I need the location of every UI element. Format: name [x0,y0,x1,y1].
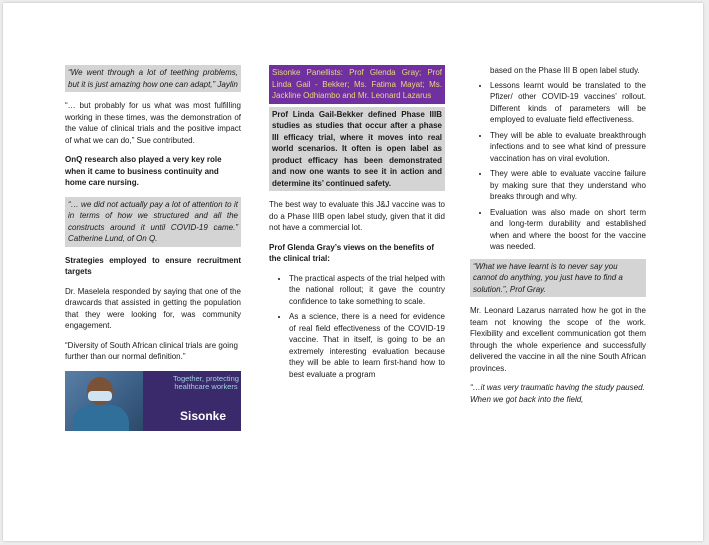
banner-tagline: Together, protecting healthcare workers [173,373,239,391]
sisonke-banner-image [65,371,241,431]
list-item: • Evaluation was also made on short term and long-term durability and established when and where the boost for the vaccine was needed. [490,207,646,253]
column-1 [65,65,241,431]
list-item: • As a science, there is a need for evidence of real field effectiveness of the COVID-19 vaccine. That in itself, is going to be an extremely interesting evaluation because they will be able to learn first-hand how to best evaluate a program [289,311,445,380]
benefits-list [269,273,445,381]
bold-paragraph: OnQ research also played a very key role when it came to business continuity and home care nursing. [65,155,222,187]
list-item: • The practical aspects of the trial helped with the national rollout; it gave the country confidence to take something to scale. [289,273,445,308]
paragraph: The best way to evaluate this J&J vaccine was to do a Phase IIIB open label study, given that it did not have a commercial lot. [269,200,445,232]
pull-quote: “We went through a lot of teething problems, but it is just amazing how one can adapt,” Jaylin [65,65,241,92]
pull-quote: “What we have learnt is to never say you cannot do anything, you just have to find a solution.”, Prof Gray. [470,259,646,298]
highlight-paragraph: Prof Linda Gail-Bekker defined Phase IIIB studies as studies that occur after a phase III efficacy trial, where it moves into real world scenarios. It often is open label as product efficacy has been demonstrated and now one wants to see it in action and determine its’ continued safety. [269,107,445,192]
sisonke-logo: Sisonke [180,408,227,423]
section-heading: Strategies employed to ensure recruitment targets [65,255,241,276]
panellists-box: Sisonke Panellists: Prof Glenda Gray; Prof Linda Gail - Bekker; Ms. Fatima Mayat; Ms. Jackline Odhiambo and Mr. Leonard Lazarus [269,65,445,104]
benefits-list [470,80,646,253]
paragraph: Dr. Maselela responded by saying that one of the drawcards that assisted in getting the population that they were looking for, was community engagement. [65,286,241,330]
section-heading: Prof Glenda Gray’s views on the benefits of the clinical trial: [269,242,435,263]
list-item: • They were able to evaluate vaccine failure by making sure that they understand who breaks through and why. [490,168,646,203]
column-2 [269,65,445,386]
list-item: • They will be able to evaluate breakthrough infections and to see what kind of pressure vaccination has on viral evolution. [490,130,646,165]
document-page [3,3,703,541]
paragraph: “Diversity of South African clinical trials are going further than our normal definition.” [65,340,238,361]
paragraph: Mr. Leonard Lazarus narrated how he got in the team not knowing the scope of the work. Flexibility and excellent communication got them through the whole experience and successfully delivered the vaccine in all the nine South African provinces. [470,306,646,373]
healthcare-worker-photo [65,371,143,431]
pull-quote: “… we did not actually pay a lot of attention to it in terms of how we structured and all the constructs around it until COVID-19 came.” Catherine Lund, of On Q. [65,197,241,247]
list-item: • Lessons learnt would be translated to the Pfizer/ other COVID-19 vaccines’ rollout. Different kinds of parameters will be employed to evaluate field effectiveness. [490,80,646,126]
column-3 [470,65,646,413]
continuation-text: based on the Phase III B open label study. [490,66,640,75]
paragraph: “… but probably for us what was most fulfilling working in these times, was the demonstration of the value of clinical trials and the positive impact of what we can do,” Sue contributed. [65,101,241,145]
quote-paragraph: “…it was very traumatic having the study paused. When we got back into the field, [470,383,645,404]
face-mask-icon [88,391,112,401]
